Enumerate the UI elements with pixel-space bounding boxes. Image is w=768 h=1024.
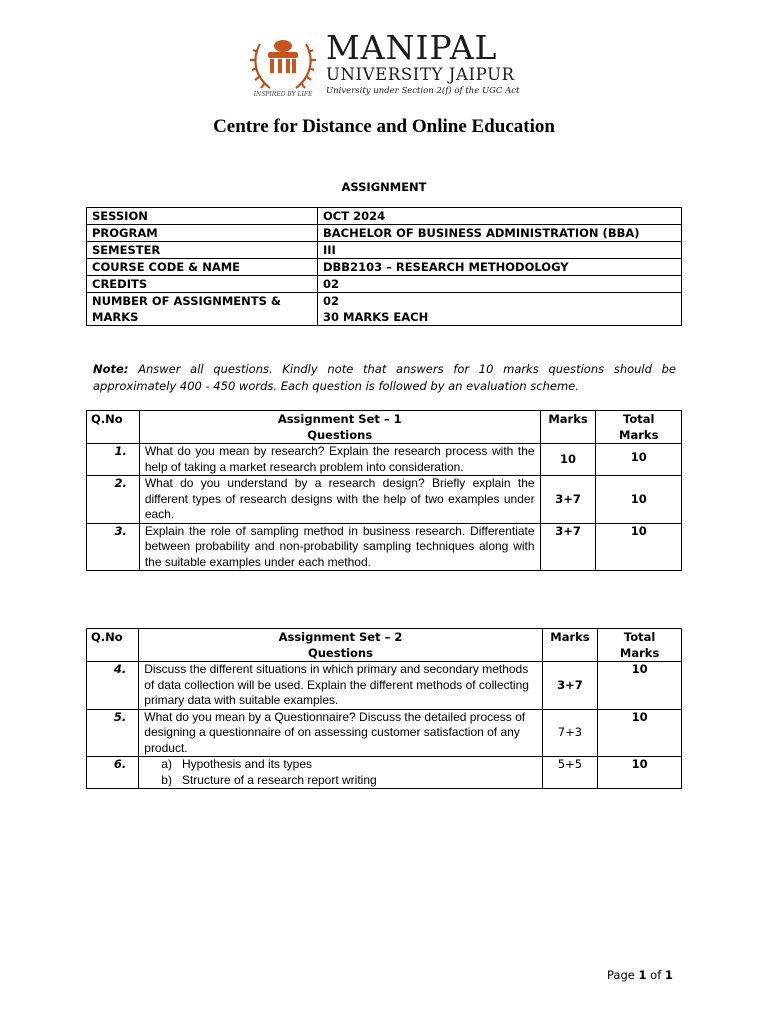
info-value: BACHELOR OF BUSINESS ADMINISTRATION (BBA) [318,225,682,242]
total-marks-label: Marks [619,428,659,442]
session-info-table [86,207,682,326]
assignment-set-2-table [86,628,682,789]
question-marks: 3+7 [540,476,596,524]
page-number [607,968,673,982]
brand-subtitle: UNIVERSITY JAIPUR [326,65,515,84]
question-total: 10 [596,476,682,524]
question-total: 10 [598,709,682,757]
page-label: Page [607,968,635,982]
info-value: 02 [318,276,682,293]
info-key: COURSE CODE & NAME [87,259,318,276]
question-total: 10 [598,757,682,789]
question-row [87,476,682,524]
question-row [87,444,682,476]
question-number: 5. [87,709,139,757]
table-header-row [87,411,682,444]
marks-header: Marks [542,629,598,662]
set-title: Assignment Set – 1 [277,412,402,426]
info-row [87,225,682,242]
question-number: 2. [87,476,140,524]
questions-header [139,629,542,662]
info-key: PROGRAM [87,225,318,242]
university-seal-icon [248,30,318,98]
info-row [87,208,682,225]
svg-text:INSPIRED BY LIFE: INSPIRED BY LIFE [253,91,313,98]
marks-header: Marks [540,411,596,444]
question-number: 4. [87,662,139,710]
assignment-heading: ASSIGNMENT [341,180,427,194]
assignment-set-1-table [86,410,682,571]
info-key-line1: NUMBER OF ASSIGNMENTS & [92,294,281,308]
question-marks: 5+5 [542,757,598,789]
info-row [87,242,682,259]
info-row [87,259,682,276]
current-page: 1 [638,968,647,982]
note-label: Note: [93,362,129,376]
total-pages: 1 [664,968,673,982]
info-value: DBB2103 – RESEARCH METHODOLOGY [318,259,682,276]
of-label: of [650,968,662,982]
question-text: Discuss the different situations in which primary and secondary methods of data collection will be used. Explain the different methods of collecting primary data with suitable examples. [139,662,542,710]
total-marks-header [596,411,682,444]
qno-header: Q.No [87,411,140,444]
questions-label: Questions [307,428,373,442]
info-key-line2: MARKS [92,310,139,324]
info-value: III [318,242,682,259]
question-row [87,757,682,789]
question-text [139,757,542,789]
info-row [87,276,682,293]
total-label: Total [623,412,655,426]
brand-tagline: University under Section 2(f) of the UGC Act [326,86,520,96]
info-value-line1: 02 [323,294,340,308]
note-text: Answer all questions. Kindly note that answers for 10 marks questions should be approximately 400 - 450 words. Each question is followed by an evaluation scheme. [93,362,676,393]
info-key: SEMESTER [87,242,318,259]
question-marks: 3+7 [542,662,598,710]
question-number: 3. [87,523,140,571]
question-total: 10 [598,662,682,710]
question-marks: 10 [540,444,596,476]
question-marks: 7+3 [542,709,598,757]
questions-header [139,411,540,444]
info-row [87,293,682,326]
total-marks-header [598,629,682,662]
question-marks: 3+7 [540,523,596,571]
info-value-line2: 30 MARKS EACH [323,310,429,324]
question-text: Explain the role of sampling method in business research. Differentiate between probability and non-probability sampling techniques along with the suitable examples under each method. [139,523,540,571]
university-logo [248,30,538,100]
centre-title: Centre for Distance and Online Education [213,116,555,137]
question-row [87,662,682,710]
info-value: OCT 2024 [318,208,682,225]
info-value [318,293,682,326]
question-number: 6. [87,757,139,789]
total-label: Total [623,630,656,644]
total-marks-label: Marks [619,646,660,660]
question-text: What do you mean by a Questionnaire? Discuss the detailed process of designing a questionnaire of on assessing customer satisfaction of any product. [139,709,542,757]
note-paragraph [93,361,676,395]
subquestion-b: b) Structure of a research report writing [161,772,377,787]
table-header-row [87,629,682,662]
set-title: Assignment Set – 2 [278,630,403,644]
question-number: 1. [87,444,140,476]
qno-header: Q.No [87,629,139,662]
question-total: 10 [596,523,682,571]
questions-label: Questions [307,646,373,660]
question-row [87,709,682,757]
question-text: What do you mean by research? Explain the research process with the help of taking a market research problem into consideration. [139,444,540,476]
brand-name: MANIPAL [326,28,498,67]
info-key: SESSION [87,208,318,225]
question-text: What do you understand by a research design? Briefly explain the different types of research designs with the help of two examples under each. [139,476,540,524]
info-key [87,293,318,326]
question-row [87,523,682,571]
info-key: CREDITS [87,276,318,293]
question-total: 10 [596,444,682,476]
subquestion-a: a) Hypothesis and its types [161,757,313,771]
